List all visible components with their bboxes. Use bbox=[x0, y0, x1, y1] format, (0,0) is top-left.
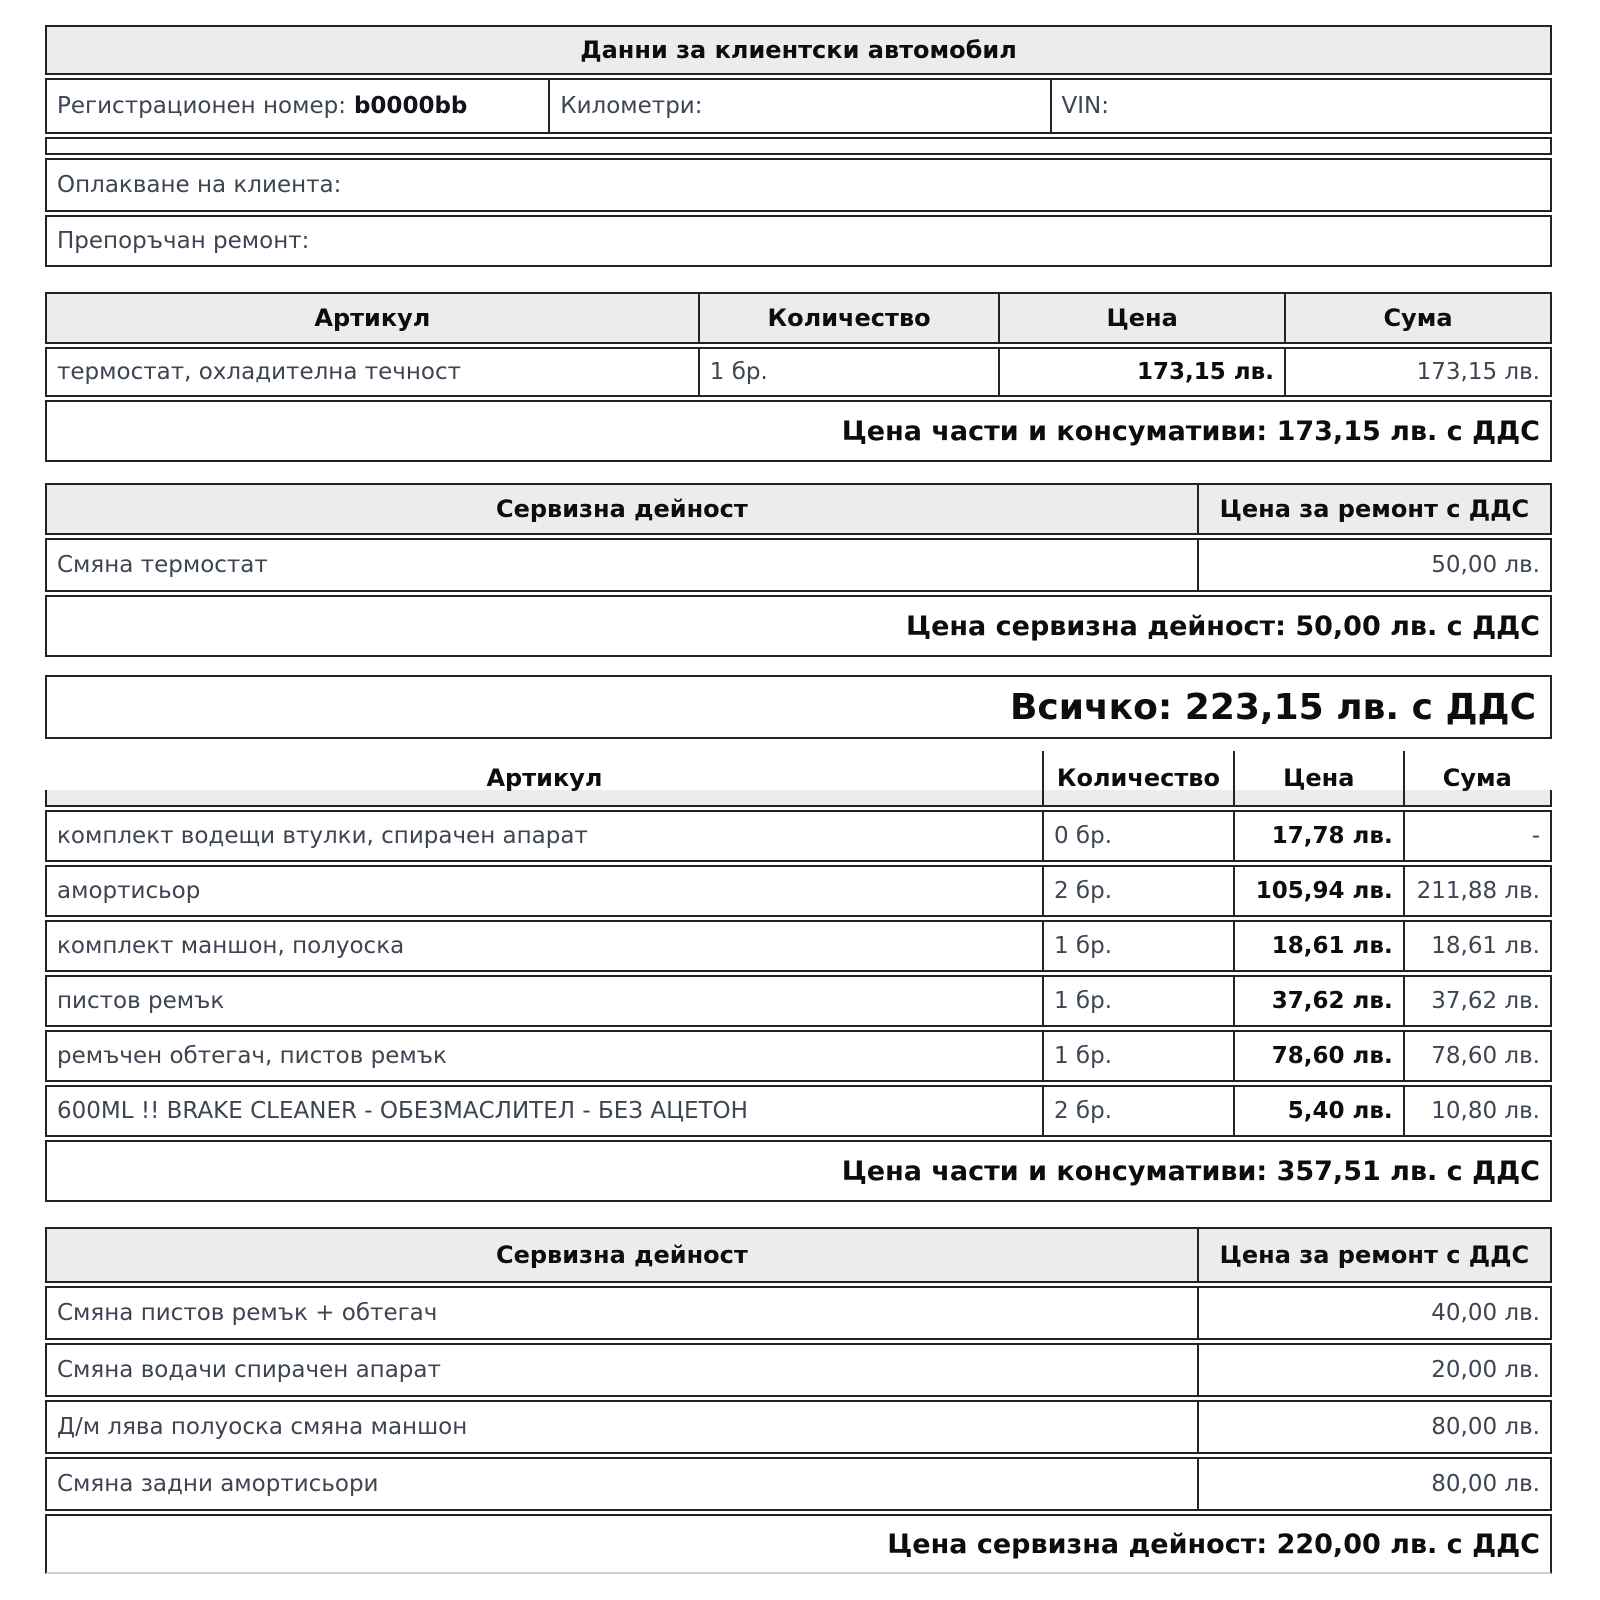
parts1-footer-row bbox=[45, 400, 1552, 462]
article-quantity: 1 бр. bbox=[1042, 1032, 1233, 1080]
col-header-price: Цена bbox=[1233, 751, 1403, 805]
table-row bbox=[45, 538, 1552, 592]
service-price: 20,00 лв. bbox=[1197, 1345, 1550, 1395]
article-sum: 173,15 лв. bbox=[1284, 349, 1550, 395]
vehicle-empty-row bbox=[45, 137, 1552, 155]
col-header-sum: Сума bbox=[1284, 294, 1550, 342]
parts2-footer-row bbox=[45, 1140, 1552, 1202]
article-quantity: 1 бр. bbox=[698, 349, 999, 395]
service1-footer-row bbox=[45, 595, 1552, 657]
service-price: 50,00 лв. bbox=[1197, 540, 1550, 590]
article-sum: 211,88 лв. bbox=[1403, 867, 1550, 915]
recommended-repair-label: Препоръчан ремонт: bbox=[57, 228, 310, 254]
parts-table-1 bbox=[45, 292, 1552, 462]
document-page bbox=[45, 25, 1552, 1574]
kilometers-cell bbox=[548, 80, 1049, 132]
complaint-label: Оплакване на клиента: bbox=[57, 172, 342, 198]
article-quantity: 1 бр. bbox=[1042, 922, 1233, 970]
service-name: Смяна пистов ремък + обтегач bbox=[57, 1300, 438, 1326]
service-table-1 bbox=[45, 483, 1552, 657]
table-row bbox=[45, 920, 1552, 972]
article-name: ремъчен обтегач, пистов ремък bbox=[57, 1043, 447, 1069]
article-sum: 18,61 лв. bbox=[1403, 922, 1550, 970]
service2-total: Цена сервизна дейност: 220,00 лв. с ДДС bbox=[887, 1528, 1540, 1560]
service2-header-row bbox=[45, 1227, 1552, 1283]
article-name: 600ML !! BRAKE CLEANER - ОБЕЗМАСЛИТЕЛ - БЕЗ АЦЕТОН bbox=[57, 1098, 748, 1124]
article-name: пистов ремък bbox=[57, 988, 225, 1014]
col-header-article: Артикул bbox=[314, 304, 431, 332]
article-quantity: 1 бр. bbox=[1042, 977, 1233, 1025]
article-price: 37,62 лв. bbox=[1233, 977, 1403, 1025]
table-row bbox=[45, 1286, 1552, 1340]
grand-total-section bbox=[45, 675, 1552, 739]
col-header-service: Сервизна дейност bbox=[495, 495, 748, 523]
article-name: амортисьор bbox=[57, 878, 201, 904]
service-price: 80,00 лв. bbox=[1197, 1459, 1550, 1509]
table-row bbox=[45, 1457, 1552, 1511]
table-row bbox=[45, 975, 1552, 1027]
grand-total-row bbox=[45, 675, 1552, 739]
article-sum: 78,60 лв. bbox=[1403, 1032, 1550, 1080]
article-price: 17,78 лв. bbox=[1233, 812, 1403, 860]
table-row bbox=[45, 865, 1552, 917]
table-row bbox=[45, 347, 1552, 397]
service-name: Смяна задни амортисьори bbox=[57, 1471, 379, 1497]
registration-number-label: Регистрационен номер: bbox=[57, 93, 346, 119]
service-price: 40,00 лв. bbox=[1197, 1288, 1550, 1338]
parts2-total: Цена части и консумативи: 357,51 лв. с ДДС bbox=[841, 1155, 1540, 1187]
service-name: Смяна термостат bbox=[57, 552, 268, 578]
col-header-quantity: Количество bbox=[1042, 751, 1233, 805]
table-row bbox=[45, 1400, 1552, 1454]
vehicle-info-row bbox=[45, 78, 1552, 134]
parts1-header-row bbox=[45, 292, 1552, 344]
table-row bbox=[45, 1030, 1552, 1082]
col-header-article: Артикул bbox=[486, 764, 603, 792]
col-header-service: Сервизна дейност bbox=[495, 1241, 748, 1269]
article-price: 18,61 лв. bbox=[1233, 922, 1403, 970]
vehicle-data-section bbox=[45, 25, 1552, 267]
article-price: 105,94 лв. bbox=[1233, 867, 1403, 915]
table-row bbox=[45, 810, 1552, 862]
article-name: комплект маншон, полуоска bbox=[57, 933, 405, 959]
article-sum: 37,62 лв. bbox=[1403, 977, 1550, 1025]
col-header-quantity: Количество bbox=[698, 294, 999, 342]
vehicle-title-row bbox=[45, 25, 1552, 75]
article-name: комплект водещи втулки, спирачен апарат bbox=[57, 823, 588, 849]
article-quantity: 0 бр. bbox=[1042, 812, 1233, 860]
parts1-total: Цена части и консумативи: 173,15 лв. с ДДС bbox=[841, 415, 1540, 447]
grand-total: Всичко: 223,15 лв. с ДДС bbox=[1009, 686, 1536, 728]
article-name: термостат, охладителна течност bbox=[57, 359, 462, 385]
article-quantity: 2 бр. bbox=[1042, 867, 1233, 915]
article-price: 78,60 лв. bbox=[1233, 1032, 1403, 1080]
table-row bbox=[45, 1343, 1552, 1397]
recommended-repair-row bbox=[45, 215, 1552, 267]
service-table-2 bbox=[45, 1227, 1552, 1574]
service1-header-row bbox=[45, 483, 1552, 535]
article-quantity: 2 бр. bbox=[1042, 1087, 1233, 1135]
vin-label: VIN: bbox=[1061, 93, 1109, 119]
vin-cell bbox=[1050, 80, 1551, 132]
registration-number-value: b0000bb bbox=[353, 93, 468, 119]
article-price: 173,15 лв. bbox=[998, 349, 1284, 395]
service-price: 80,00 лв. bbox=[1197, 1402, 1550, 1452]
service1-total: Цена сервизна дейност: 50,00 лв. с ДДС bbox=[906, 610, 1540, 642]
col-header-price: Цена bbox=[998, 294, 1284, 342]
complaint-row bbox=[45, 158, 1552, 212]
service-name: Смяна водачи спирачен апарат bbox=[57, 1357, 441, 1383]
col-header-sum: Сума bbox=[1403, 751, 1550, 805]
col-header-repair-price: Цена за ремонт с ДДС bbox=[1197, 1229, 1550, 1281]
article-sum: 10,80 лв. bbox=[1403, 1087, 1550, 1135]
article-price: 5,40 лв. bbox=[1233, 1087, 1403, 1135]
table-row bbox=[45, 1085, 1552, 1137]
col-header-repair-price: Цена за ремонт с ДДС bbox=[1197, 485, 1550, 533]
article-sum: - bbox=[1403, 812, 1550, 860]
parts-table-2 bbox=[45, 764, 1552, 1202]
registration-number-cell bbox=[47, 80, 548, 132]
vehicle-title: Данни за клиентски автомобил bbox=[580, 36, 1017, 64]
service2-footer-row bbox=[45, 1514, 1552, 1574]
kilometers-label: Километри: bbox=[560, 93, 703, 119]
parts2-header-row-clipped bbox=[45, 764, 1552, 807]
service-name: Д/м лява полуоска смяна маншон bbox=[57, 1414, 468, 1440]
